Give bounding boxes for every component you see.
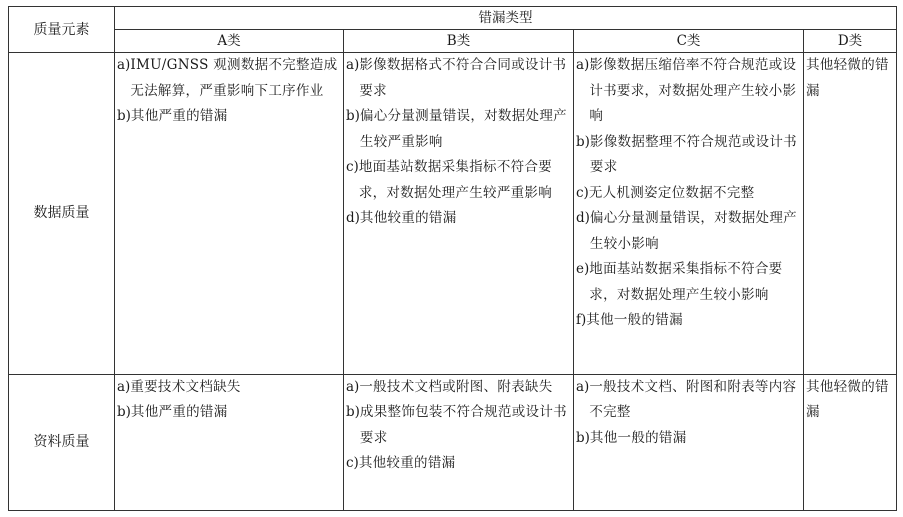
item-label: d) bbox=[346, 210, 360, 227]
table-row bbox=[9, 53, 897, 375]
list-item bbox=[576, 53, 801, 130]
item-text: 其他严重的错漏 bbox=[130, 404, 228, 421]
error-classification-table bbox=[8, 6, 897, 511]
list-item bbox=[346, 155, 571, 206]
item-label: b) bbox=[117, 108, 131, 125]
row-element-label: 资料质量 bbox=[9, 374, 115, 510]
item-text: 其他轻微的错漏 bbox=[806, 378, 889, 421]
item-label: f) bbox=[576, 312, 587, 329]
item-label: d) bbox=[576, 210, 590, 227]
item-label: c) bbox=[346, 455, 359, 472]
list-item bbox=[576, 206, 801, 257]
list-item bbox=[346, 451, 571, 477]
item-label: b) bbox=[576, 133, 590, 150]
item-label: c) bbox=[576, 184, 589, 201]
list-item bbox=[117, 104, 341, 130]
item-label: b) bbox=[346, 108, 360, 125]
item-label: c) bbox=[346, 159, 359, 176]
item-text: 其他较重的错漏 bbox=[358, 455, 456, 472]
header-type-a: A类 bbox=[115, 30, 344, 53]
item-text: IMU/GNSS 观测数据不完整造成无法解算，严重影响下工序作业 bbox=[130, 57, 338, 99]
list-item bbox=[576, 181, 801, 207]
header-quality-element: 质量元素 bbox=[9, 7, 115, 53]
item-label: b) bbox=[117, 404, 131, 421]
list-item bbox=[576, 426, 801, 452]
cell-type-b bbox=[344, 374, 574, 510]
item-text: 其他轻微的错漏 bbox=[806, 57, 889, 99]
item-text: 其他较重的错漏 bbox=[359, 210, 457, 227]
item-text: 其他严重的错漏 bbox=[130, 108, 228, 125]
item-text: 重要技术文档缺失 bbox=[130, 378, 241, 395]
list-item bbox=[576, 257, 801, 308]
item-label: a) bbox=[346, 57, 360, 74]
item-label: a) bbox=[576, 378, 590, 395]
list-item bbox=[576, 308, 801, 334]
item-text: 影像数据格式不符合合同或设计书要求 bbox=[359, 57, 567, 99]
item-text: 其他一般的错漏 bbox=[586, 312, 683, 329]
item-text: 一般技术文档、附图和附表等内容不完整 bbox=[589, 378, 797, 421]
item-label: b) bbox=[576, 429, 590, 446]
item-text: 地面基站数据采集指标不符合要求，对数据处理产生较小影响 bbox=[589, 261, 783, 303]
header-type-b: B类 bbox=[344, 30, 574, 53]
item-label: a) bbox=[576, 57, 590, 74]
item-label: a) bbox=[346, 378, 360, 395]
item-label: e) bbox=[576, 261, 590, 278]
row-element-label: 数据质量 bbox=[9, 53, 115, 375]
item-text: 影像数据压缩倍率不符合规范或设计书要求，对数据处理产生较小影响 bbox=[589, 57, 797, 125]
item-text: 地面基站数据采集指标不符合要求，对数据处理产生较严重影响 bbox=[358, 159, 553, 201]
cell-type-b bbox=[344, 53, 574, 375]
list-item bbox=[117, 400, 341, 426]
list-item bbox=[117, 53, 341, 104]
list-item bbox=[117, 375, 341, 401]
list-item bbox=[806, 53, 894, 104]
header-type-c: C类 bbox=[574, 30, 804, 53]
list-item bbox=[346, 53, 571, 104]
list-item bbox=[806, 375, 894, 426]
item-label: a) bbox=[117, 57, 131, 74]
header-type-d: D类 bbox=[804, 30, 897, 53]
item-text: 偏心分量测量错误，对数据处理产生较严重影响 bbox=[359, 108, 567, 150]
item-label: b) bbox=[346, 404, 360, 421]
cell-type-d bbox=[804, 53, 897, 375]
item-label: a) bbox=[117, 378, 131, 395]
cell-type-c bbox=[574, 53, 804, 375]
list-item bbox=[576, 375, 801, 426]
list-item bbox=[346, 104, 571, 155]
table-row bbox=[9, 374, 897, 510]
cell-type-a bbox=[115, 374, 344, 510]
list-item bbox=[576, 130, 801, 181]
list-item bbox=[346, 400, 571, 451]
item-text: 一般技术文档或附图、附表缺失 bbox=[359, 378, 553, 395]
item-text: 成果整饰包装不符合规范或设计书要求 bbox=[359, 404, 567, 446]
cell-type-d bbox=[804, 374, 897, 510]
list-item bbox=[346, 375, 571, 401]
item-text: 偏心分量测量错误，对数据处理产生较小影响 bbox=[589, 210, 797, 252]
item-text: 其他一般的错漏 bbox=[589, 429, 687, 446]
item-text: 影像数据整理不符合规范或设计书要求 bbox=[589, 133, 797, 176]
item-text: 无人机测姿定位数据不完整 bbox=[588, 184, 755, 201]
list-item bbox=[346, 206, 571, 232]
cell-type-c bbox=[574, 374, 804, 510]
cell-type-a bbox=[115, 53, 344, 375]
header-error-type: 错漏类型 bbox=[115, 7, 897, 30]
